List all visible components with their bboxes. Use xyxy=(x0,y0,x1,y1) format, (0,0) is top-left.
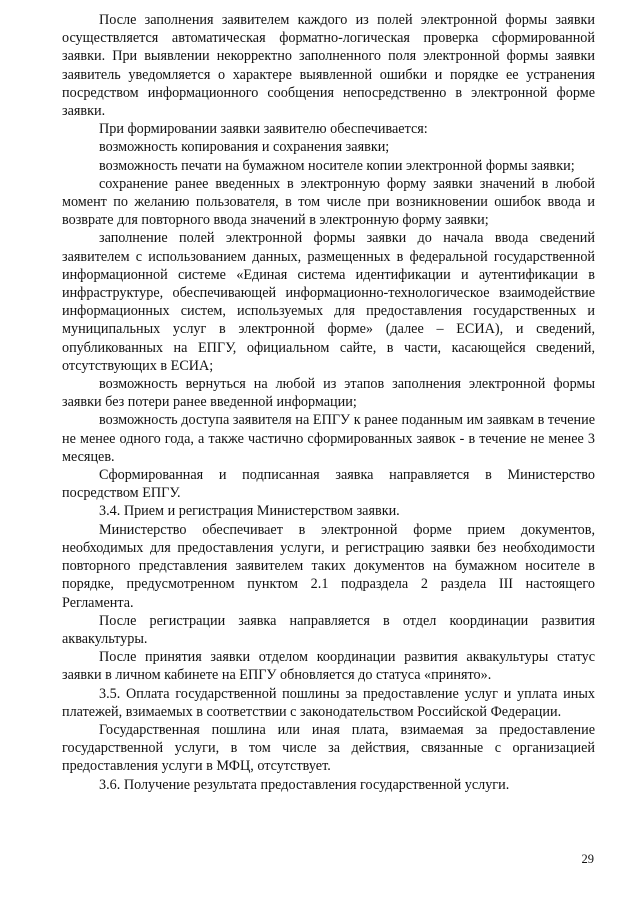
paragraph-form-validation: После заполнения заявителем каждого из полей электронной формы заявки осуществляется автоматическая форматно-логическая проверка сформированной заявки. При выявлении некорректно заполненного поля электронной формы заявки заявитель уведомляется о характере выявленной ошибки и порядке ее устранения посредством информационного сообщения непосредственно в электронной форме заявки. xyxy=(62,12,595,120)
paragraph-print: возможность печати на бумажном носителе копии электронной формы заявки; xyxy=(99,157,575,174)
section-heading-3-5: 3.5. Оплата государственной пошлины за предоставление услуг и уплата иных платежей, взимаемых в соответствии с законодательством Российской Федерации. xyxy=(62,685,595,720)
page-number: 29 xyxy=(581,852,594,866)
paragraph-esia-prefill: заполнение полей электронной формы заявки до начала ввода сведений заявителем с использованием данных, размещенных в федеральной государственной информационной системе «Единая система идентификации и аутентификации в инфраструктуре, обеспечивающей информационно-технологическое взаимодействие информационных систем, используемых для предоставления государственных и муниципальных услуг в электронной форме» (далее – ЕСИА), и сведений, опубликованных на ЕПГУ, официальном сайте, в части, касающейся сведений, отсутствующих в ЕСИА; xyxy=(62,230,595,374)
paragraph-form-provisions-intro: При формировании заявки заявителю обеспечивается: xyxy=(99,121,428,138)
paragraph-after-registration: После регистрации заявка направляется в отдел координации развития аквакультуры. xyxy=(62,612,595,647)
paragraph-access-applications: возможность доступа заявителя на ЕПГУ к ранее поданным им заявкам в течение не менее одного года, а также частично сформированных заявок - в течение не менее 3 месяцев. xyxy=(62,412,595,465)
paragraph-fee-absent: Государственная пошлина или иная плата, взимаемая за предоставление государственной услуги, в том числе за действия, связанные с организацией предоставления услуги в МФЦ, отсутствует. xyxy=(62,721,595,775)
paragraph-return-to-step: возможность вернуться на любой из этапов заполнения электронной формы заявки без потери ранее введенной информации; xyxy=(62,376,595,411)
paragraph-status-update: После принятия заявки отделом координации развития аквакультуры статус заявки в личном кабинете на ЕПГУ обновляется до статуса «принято». xyxy=(62,649,595,684)
section-heading-3-6: 3.6. Получение результата предоставления государственной услуги. xyxy=(99,776,510,793)
paragraph-submission: Сформированная и подписанная заявка направляется в Министерство посредством ЕПГУ. xyxy=(62,467,595,502)
paragraph-ministry-reception: Министерство обеспечивает в электронной форме прием документов, необходимых для предоставления услуги, и регистрацию заявки без необходимости повторного представления заявителем таких документов на бумажном носителе в порядке, предусмотренном пунктом 2.1 подраздела 2 раздела III настоящего Регламента. xyxy=(62,521,595,611)
paragraph-save-values: сохранение ранее введенных в электронную форму заявки значений в любой момент по желанию пользователя, в том числе при возникновении ошибок ввода и возврате для повторного ввода значений в электронную форму заявки; xyxy=(62,175,595,229)
paragraph-copy-save: возможность копирования и сохранения заявки; xyxy=(99,139,390,156)
document-body xyxy=(62,11,595,794)
section-heading-3-4: 3.4. Прием и регистрация Министерством заявки. xyxy=(99,503,400,520)
